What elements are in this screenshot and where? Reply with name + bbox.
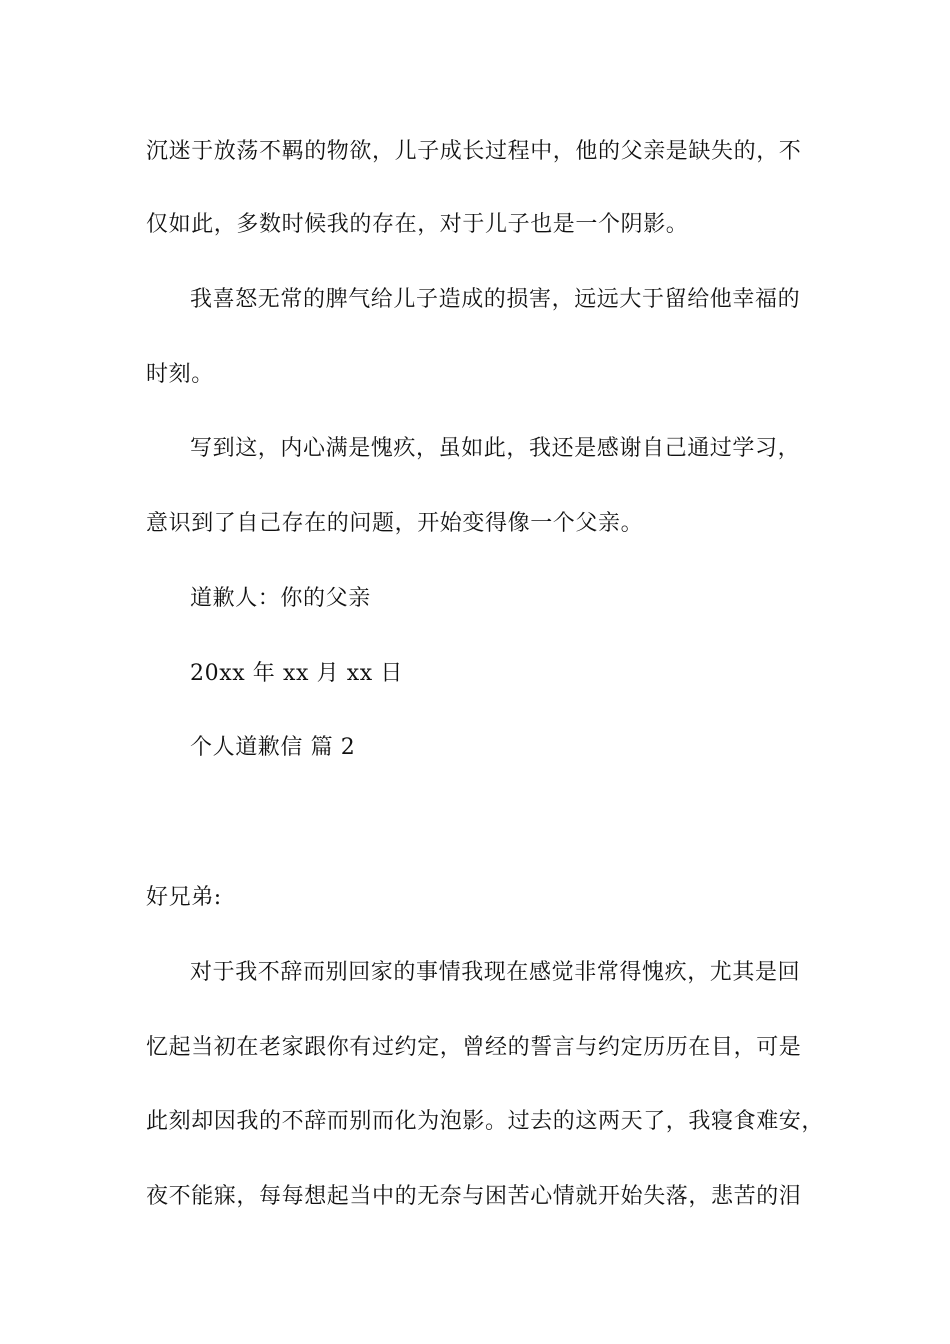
paragraph-line: 仅如此，多数时候我的存在，对于儿子也是一个阴影。	[146, 212, 689, 237]
date-line: 20xx 年 xx 月 xx 日	[190, 661, 404, 686]
salutation: 好兄弟:	[146, 885, 222, 910]
section-heading: 个人道歉信 篇 2	[190, 735, 356, 760]
paragraph-line: 我喜怒无常的脾气给儿子造成的损害，远远大于留给他幸福的	[190, 287, 801, 312]
paragraph-line: 写到这，内心满是愧疚，虽如此，我还是感谢自己通过学习，	[190, 436, 801, 461]
signature-line: 道歉人：你的父亲	[190, 586, 371, 611]
paragraph-line: 意识到了自己存在的问题，开始变得像一个父亲。	[146, 511, 644, 536]
paragraph-line: 时刻。	[146, 362, 214, 387]
paragraph-line: 对于我不辞而别回家的事情我现在感觉非常得愧疚，尤其是回	[190, 960, 801, 985]
paragraph-line: 忆起当初在老家跟你有过约定，曾经的誓言与约定历历在目，可是	[146, 1035, 802, 1060]
paragraph-line: 沉迷于放荡不羁的物欲，儿子成长过程中，他的父亲是缺失的，不	[146, 139, 802, 164]
paragraph-line: 夜不能寐，每每想起当中的无奈与困苦心情就开始失落，悲苦的泪	[146, 1184, 802, 1209]
paragraph-line: 此刻却因我的不辞而别而化为泡影。过去的这两天了，我寝食难安，	[146, 1109, 825, 1134]
